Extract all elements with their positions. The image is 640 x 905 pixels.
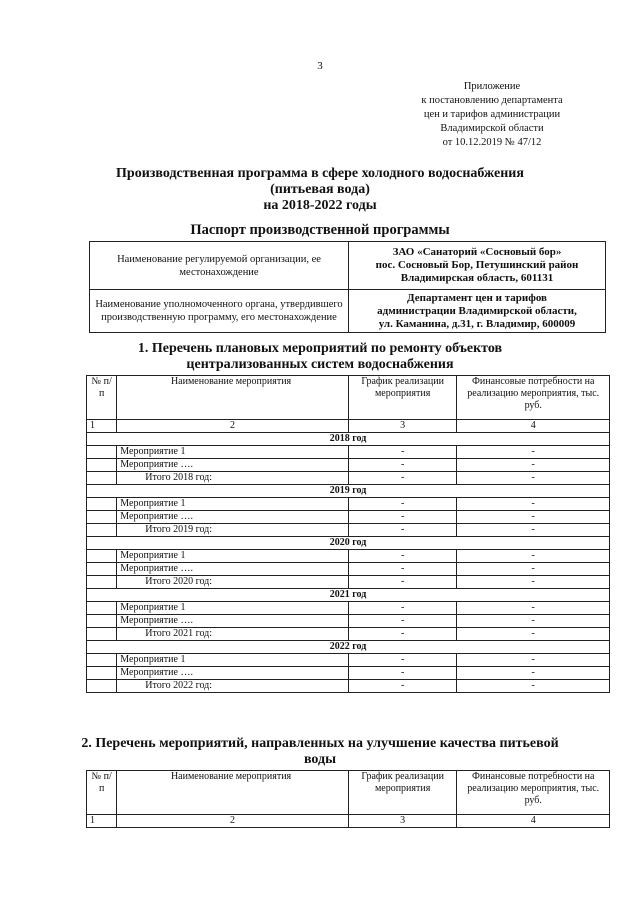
event-name-cell: Мероприятие …. xyxy=(117,459,349,472)
header-finance: Финансовые потребности на реализацию мероприятия, тыс. руб. xyxy=(457,376,610,420)
colnum-cell: 1 xyxy=(87,815,117,828)
event-name-cell: Мероприятие 1 xyxy=(117,654,349,667)
num-cell xyxy=(87,459,117,472)
table-row xyxy=(87,446,610,459)
num-cell xyxy=(87,550,117,563)
header-schedule: График реализации мероприятия xyxy=(348,376,457,420)
colnum-cell: 3 xyxy=(348,420,457,433)
passport-value-line: Владимирская область, 601131 xyxy=(400,272,554,284)
column-number-row xyxy=(87,815,610,828)
finance-cell: - xyxy=(457,576,610,589)
header-name: Наименование мероприятия xyxy=(117,376,349,420)
page-number: 3 xyxy=(317,60,323,72)
schedule-cell: - xyxy=(348,511,457,524)
event-name-cell: Мероприятие …. xyxy=(117,615,349,628)
passport-value-line: ЗАО «Санаторий «Сосновый бор» xyxy=(392,246,562,258)
event-name-cell: Мероприятие …. xyxy=(117,511,349,524)
table-row xyxy=(87,563,610,576)
section2-title xyxy=(0,736,640,768)
num-cell xyxy=(87,524,117,537)
header-num: № п/п xyxy=(87,376,117,420)
num-cell xyxy=(87,628,117,641)
finance-cell: - xyxy=(457,498,610,511)
num-cell xyxy=(87,498,117,511)
column-number-row xyxy=(87,420,610,433)
finance-cell: - xyxy=(457,563,610,576)
finance-cell: - xyxy=(457,628,610,641)
num-cell xyxy=(87,680,117,693)
colnum-cell: 4 xyxy=(457,815,610,828)
year-label: 2018 год xyxy=(87,433,610,446)
title-line: на 2018-2022 годы xyxy=(263,198,377,213)
num-cell xyxy=(87,446,117,459)
header-schedule: График реализации мероприятия xyxy=(348,771,457,815)
title-line: (питьевая вода) xyxy=(270,182,370,197)
appendix-line: Владимирской области xyxy=(440,123,544,134)
finance-cell: - xyxy=(457,667,610,680)
year-label: 2020 год xyxy=(87,537,610,550)
event-name-cell: Мероприятие …. xyxy=(117,667,349,680)
header-name: Наименование мероприятия xyxy=(117,771,349,815)
appendix-line: цен и тарифов администрации xyxy=(423,109,561,120)
table-row xyxy=(87,615,610,628)
num-cell xyxy=(87,654,117,667)
colnum-cell: 3 xyxy=(348,815,457,828)
num-cell xyxy=(87,615,117,628)
section2-table xyxy=(86,770,610,828)
section1-table xyxy=(86,375,610,693)
schedule-cell: - xyxy=(348,563,457,576)
passport-value xyxy=(349,242,606,290)
year-row xyxy=(87,433,610,446)
finance-cell: - xyxy=(457,602,610,615)
schedule-cell: - xyxy=(348,459,457,472)
appendix-line: к постановлению департамента xyxy=(421,95,563,106)
passport-row xyxy=(90,242,606,290)
section1-title xyxy=(0,341,640,373)
section-title-line: воды xyxy=(303,752,337,767)
year-label: 2019 год xyxy=(87,485,610,498)
event-name-cell: Мероприятие 1 xyxy=(117,602,349,615)
table-row xyxy=(87,654,610,667)
passport-value-line: пос. Сосновый Бор, Петушинский район xyxy=(375,259,579,271)
passport-value xyxy=(349,290,606,333)
schedule-cell: - xyxy=(348,472,457,485)
year-row xyxy=(87,485,610,498)
num-cell xyxy=(87,602,117,615)
num-cell xyxy=(87,563,117,576)
event-name-cell: Мероприятие 1 xyxy=(117,550,349,563)
table-row xyxy=(87,459,610,472)
year-row xyxy=(87,537,610,550)
appendix-block xyxy=(402,80,582,150)
header-finance: Финансовые потребности на реализацию мероприятия, тыс. руб. xyxy=(457,771,610,815)
header-num: № п/п xyxy=(87,771,117,815)
table-header-row xyxy=(87,771,610,815)
finance-cell: - xyxy=(457,459,610,472)
schedule-cell: - xyxy=(348,446,457,459)
table-row xyxy=(87,511,610,524)
total-row xyxy=(87,628,610,641)
colnum-cell: 2 xyxy=(117,420,349,433)
passport-row xyxy=(90,290,606,333)
table-row xyxy=(87,602,610,615)
total-row xyxy=(87,680,610,693)
event-name-cell: Итого 2019 год: xyxy=(117,524,349,537)
event-name-cell: Итого 2022 год: xyxy=(117,680,349,693)
appendix-line: от 10.12.2019 № 47/12 xyxy=(442,137,542,148)
section-title-line: 1. Перечень плановых мероприятий по ремонту объектов xyxy=(137,341,503,356)
schedule-cell: - xyxy=(348,654,457,667)
passport-value-line: администрации Владимирской области, xyxy=(377,304,577,317)
num-cell xyxy=(87,667,117,680)
appendix-line: Приложение xyxy=(463,81,521,92)
schedule-cell: - xyxy=(348,498,457,511)
schedule-cell: - xyxy=(348,576,457,589)
title-line: Производственная программа в сфере холодного водоснабжения xyxy=(116,166,524,181)
schedule-cell: - xyxy=(348,680,457,693)
num-cell xyxy=(87,576,117,589)
total-row xyxy=(87,576,610,589)
event-name-cell: Итого 2021 год: xyxy=(117,628,349,641)
schedule-cell: - xyxy=(348,615,457,628)
schedule-cell: - xyxy=(348,667,457,680)
schedule-cell: - xyxy=(348,602,457,615)
table-row xyxy=(87,550,610,563)
document-title xyxy=(0,166,640,214)
table-row xyxy=(87,498,610,511)
finance-cell: - xyxy=(457,524,610,537)
schedule-cell: - xyxy=(348,550,457,563)
passport-label: Наименование уполномоченного органа, утвердившего производственную программу, его местонахождение xyxy=(90,290,349,333)
total-row xyxy=(87,472,610,485)
year-row xyxy=(87,589,610,602)
section-title-line: 2. Перечень мероприятий, направленных на улучшение качества питьевой xyxy=(81,736,559,751)
colnum-cell: 2 xyxy=(117,815,349,828)
finance-cell: - xyxy=(457,511,610,524)
finance-cell: - xyxy=(457,654,610,667)
event-name-cell: Мероприятие 1 xyxy=(117,446,349,459)
table-row xyxy=(87,667,610,680)
year-label: 2022 год xyxy=(87,641,610,654)
year-row xyxy=(87,641,610,654)
passport-value-line: Департамент цен и тарифов xyxy=(407,291,547,304)
passport-label: Наименование регулируемой организации, ее местонахождение xyxy=(90,242,349,290)
passport-heading: Паспорт производственной программы xyxy=(190,222,450,238)
colnum-cell: 4 xyxy=(457,420,610,433)
section-title-line: централизованных систем водоснабжения xyxy=(186,357,454,372)
total-row xyxy=(87,524,610,537)
finance-cell: - xyxy=(457,550,610,563)
table-header-row xyxy=(87,376,610,420)
num-cell xyxy=(87,511,117,524)
passport-value-line: ул. Каманина, д.31, г. Владимир, 600009 xyxy=(378,317,576,330)
event-name-cell: Итого 2018 год: xyxy=(117,472,349,485)
finance-cell: - xyxy=(457,472,610,485)
finance-cell: - xyxy=(457,680,610,693)
event-name-cell: Итого 2020 год: xyxy=(117,576,349,589)
year-label: 2021 год xyxy=(87,589,610,602)
finance-cell: - xyxy=(457,446,610,459)
finance-cell: - xyxy=(457,615,610,628)
colnum-cell: 1 xyxy=(87,420,117,433)
event-name-cell: Мероприятие 1 xyxy=(117,498,349,511)
event-name-cell: Мероприятие …. xyxy=(117,563,349,576)
passport-table xyxy=(89,241,606,333)
schedule-cell: - xyxy=(348,524,457,537)
schedule-cell: - xyxy=(348,628,457,641)
num-cell xyxy=(87,472,117,485)
